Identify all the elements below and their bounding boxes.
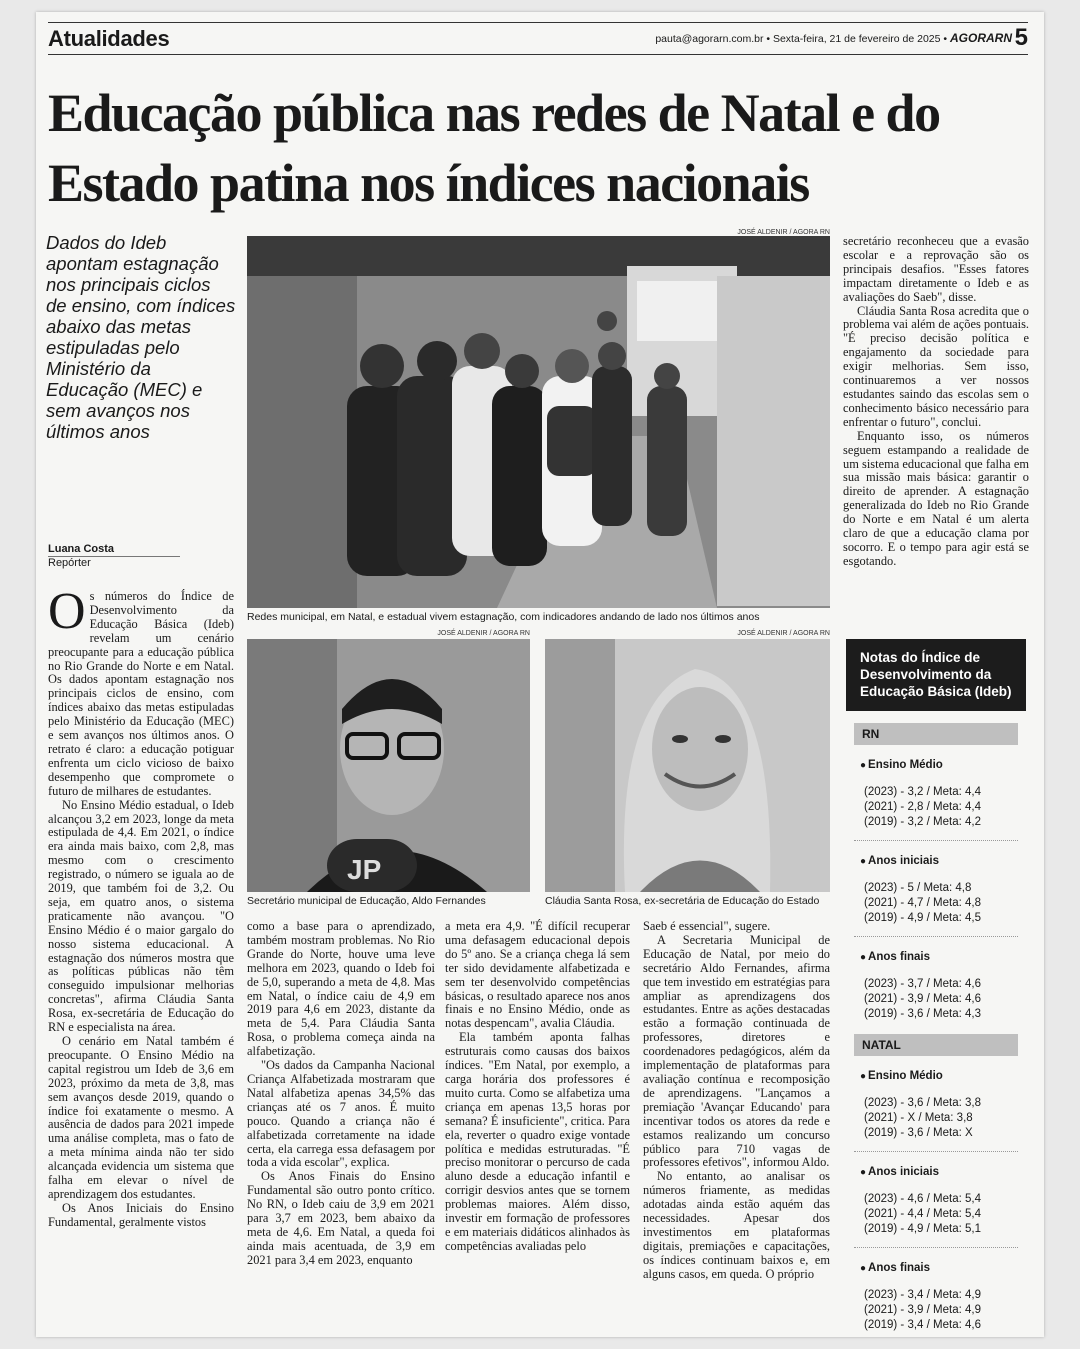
article-paragraph: No entanto, ao analisar os números friamente, as medidas adotadas ainda estão aquém das necessidades. Apesar dos investimentos em plataformas digitais, premiações e capacitações, os índices continuam baixos e, em alguns casos, em queda. O próprio [643,1169,830,1281]
score-line: (2023) - 3,2 / Meta: 4,4 [864,786,981,798]
right-photo-caption: Cláudia Santa Rosa, ex-secretária de Educação do Estado [545,895,820,907]
score-line: (2023) - 4,6 / Meta: 5,4 [864,1193,981,1205]
score-line: (2019) - 4,9 / Meta: 5,1 [864,1223,981,1235]
hallway-photo-illustration [247,236,830,608]
score-line: (2023) - 5 / Meta: 4,8 [864,882,972,894]
category-label: ● Anos finais [860,951,1026,963]
article-paragraph: Os números do Índice de Desenvolvimento da Educação Básica (Ideb) revelam um cenário preocupante para a educação pública no Rio Grande do Norte e em Natal. Os dados apontam estagnação nos principais ciclos de ensino, com índices abaixo das metas estipuladas pelo Ministério da Educação (MEC) e sem avanços nos últimos anos. O retrato é claro: a educação potiguar enfrenta um ciclo vicioso de baixo desempenho que compromete o futuro de milhares de estudantes. [48,583,234,798]
masthead [655,31,1012,45]
score-line: (2019) - 3,2 / Meta: 4,2 [864,816,981,828]
main-photo-credit: JOSÉ ALDENIR / AGORA RN [737,229,830,236]
main-photo [247,236,830,608]
section-label: Atualidades [48,26,170,51]
divider [854,936,1018,937]
category-label: ● Ensino Médio [860,1070,1026,1082]
score-line: (2019) - 3,4 / Meta: 4,6 [864,1319,981,1331]
ideb-box [846,717,1026,1333]
score-line: (2019) - 3,6 / Meta: 4,3 [864,1008,981,1020]
region-header: RN [854,723,1018,745]
score-line: (2021) - X / Meta: 3,8 [864,1112,973,1124]
article-paragraph: Saeb é essencial", sugere. [643,919,771,933]
region-header: NATAL [854,1034,1018,1056]
main-photo-caption: Redes municipal, em Natal, e estadual vivem estagnação, com indicadores andando de lado nos últimos anos [247,611,760,623]
score-line: (2019) - 3,6 / Meta: X [864,1127,973,1139]
svg-text:JP: JP [347,854,382,885]
divider [854,1247,1018,1248]
article-paragraph: Enquanto isso, os números seguem estampando a realidade de um sistema educacional que falha em sua missão mais básica: garantir o direito de aprender. A estagnação generalizada do Ideb no Rio Grande do Norte e em Natal é um alerta claro de que a educação clama por socorro. E o tempo para agir está se esgotando. [843,428,1029,568]
brand-logo: AGORARN [950,31,1012,45]
article-paragraph: Ela também aponta falhas estruturais como causas dos baixos índices. "Em Natal, por exemplo, a carga horária dos professores é muito curta. Como se alfabetiza uma criança em apenas 13,5 horas por semana? É insuficiente", critica. Para ela, reverter o quadro exige vontade política e medidas estruturadas. "É preciso monitorar o percurso de cada aluno desde a educação infantil e corrigir desvios antes que se tornem problemas maiores. Além disso, investir em formação de professores e em materiais didáticos alinhados às competências avaliadas pelo [445,1030,630,1253]
article-paragraph: No Ensino Médio estadual, o Ideb alcançou 3,2 em 2023, longe da meta estipulada de 4,4. Em 2021, o índice era ainda mais baixo, com 2,8, mas mesmo com o crescimento registrado, o número se iguala ao de 2019, que também foi de 3,2. Ou seja, em quatro anos, o sistema praticamente não avançou. "O Ensino Médio é o maior gargalo do nosso sistema educacional. A estagnação dos números mostra que as políticas públicas não têm conseguido impulsionar melhorias concretas", afirma Cláudia Santa Rosa, ex-secretária de Educação do RN e especialista na área. [48,797,234,1035]
left-photo-caption: Secretário municipal de Educação, Aldo Fernandes [247,895,486,907]
score-line: (2023) - 3,6 / Meta: 3,8 [864,1097,981,1109]
article-column-2 [247,920,435,1268]
score-line: (2019) - 4,9 / Meta: 4,5 [864,912,981,924]
standfirst: Dados do Ideb apontam estagnação nos principais ciclos de ensino, com índices abaixo das metas estipuladas pelo Ministério da Educação (MEC) e sem avanços nos últimos anos [46,232,236,442]
article-paragraph: "Os dados da Campanha Nacional Criança Alfabetizada mostraram que Natal alfabetiza apenas 34,5% das crianças até os 7 anos. É muito pouco. Quando a criança não é alfabetizada corretamente na idade certa, ela carrega essa defasagem por toda a vida escolar", explica. [247,1058,435,1170]
divider [854,840,1018,841]
top-rule [48,22,1028,23]
score-line: (2021) - 4,7 / Meta: 4,8 [864,897,981,909]
article-column-5 [843,235,1029,569]
aldo-fernandes-photo [247,639,530,892]
byline-name: Luana Costa [48,543,180,557]
category-label: ● Ensino Médio [860,759,1026,771]
article-column-1 [48,583,234,1230]
headline: Educação pública nas redes de Natal e do Estado patina nos índices nacionais [48,83,940,213]
claudia-santa-rosa-photo [545,639,830,892]
left-photo-credit: JOSÉ ALDENIR / AGORA RN [437,630,530,637]
category-label: ● Anos finais [860,1262,1026,1274]
article-paragraph: A Secretaria Municipal de Educação de Natal, por meio do secretário Aldo Fernandes, afirma que tem investido em estratégias para ampliar as aprendizagens dos estudantes. Entre as ações destacadas estão a formação continuada de professores, diretores e coordenadores pedagógicos, além da implementação de plataformas para avaliação contínua e recomposição de aprendizagens. "Lançamos a premiação 'Avançar Educando' para incentivar todos os atores da rede e estamos realizando um concurso público para 710 vagas de professores efetivos", informou Aldo. [643,932,830,1170]
divider [854,1151,1018,1152]
byline-role: Repórter [48,557,91,569]
man-portrait-illustration [247,639,530,892]
article-paragraph: secretário reconheceu que a evasão escolar e a reprovação são os principais desafios. "Esses fatores impactam diretamente o Ideb e as avaliações do Saeb", disse. [843,234,1029,304]
category-label: ● Anos iniciais [860,1166,1026,1178]
header-rule [48,54,1028,55]
article-column-3 [445,920,630,1254]
woman-portrait-illustration [545,639,830,892]
drop-cap: O [48,583,86,640]
article-column-4 [643,920,830,1282]
article-paragraph: Os Anos Iniciais do Ensino Fundamental, geralmente vistos [48,1200,234,1229]
right-photo-credit: JOSÉ ALDENIR / AGORA RN [737,630,830,637]
score-line: (2021) - 2,8 / Meta: 4,4 [864,801,981,813]
article-paragraph: como a base para o aprendizado, também mostram problemas. No Rio Grande do Norte, houve uma leve melhora em 2023, quando o Ideb foi de 5,0, superando a meta de 4,8. Mas em Natal, o índice caiu de 4,9 em 2019 para 4,6 em 2023, distante da meta de 5,4. Para Cláudia Santa Rosa, o problema começa ainda na alfabetização. [247,919,435,1059]
score-line: (2021) - 4,4 / Meta: 5,4 [864,1208,981,1220]
article-paragraph: Os Anos Finais do Ensino Fundamental são outro ponto crítico. No RN, o Ideb caiu de 3,9 em 2021 para 3,7 em 2023, bem abaixo da meta de 4,6. Em Natal, a queda foi ainda mais acentuada, de 3,9 em 2021 para 3,4 em 2023, enquanto [247,1169,435,1267]
category-label: ● Anos iniciais [860,855,1026,867]
article-paragraph: O cenário em Natal também é preocupante. O Ensino Médio na capital registrou um Ideb de 3,6 em 2023, próximo da meta de 3,8, mas sem avanços desde 2019, quando o índice foi exatamente o mesmo. A ausência de dados para 2021 impede uma análise completa, mas o fato de a meta mínima ainda não ter sido alcançada evidencia um sistema que falha em elevar o nível de aprendizagem dos estudantes. [48,1034,234,1201]
score-line: (2023) - 3,4 / Meta: 4,9 [864,1289,981,1301]
score-line: (2021) - 3,9 / Meta: 4,6 [864,993,981,1005]
page-number: 5 [1014,24,1028,51]
score-line: (2023) - 3,7 / Meta: 4,6 [864,978,981,990]
article-paragraph: Cláudia Santa Rosa acredita que o problema vai além de ações pontuais. "É preciso decisão política e engajamento da sociedade para exigir melhorias. Sem isso, continuaremos a ver nossos estudantes saindo das escolas sem o conhecimento básico necessário para enfrentar o futuro", conclui. [843,303,1029,429]
ideb-box-title: Notas do Índice de Desenvolvimento da Educação Básica (Ideb) [846,639,1026,711]
score-line: (2021) - 3,9 / Meta: 4,9 [864,1304,981,1316]
article-paragraph: a meta era 4,9. "É difícil recuperar uma defasagem educacional depois do 5º ano. Se a criança chega lá sem ter sido devidamente alfabetizada e sem ter desenvolvido competências básicas, o resultado aparece nos anos finais e no Ensino Médio, onde as notas despencam", avalia Cláudia. [445,919,630,1031]
masthead-info: pauta@agorarn.com.br • Sexta-feira, 21 de fevereiro de 2025 • [655,33,948,45]
